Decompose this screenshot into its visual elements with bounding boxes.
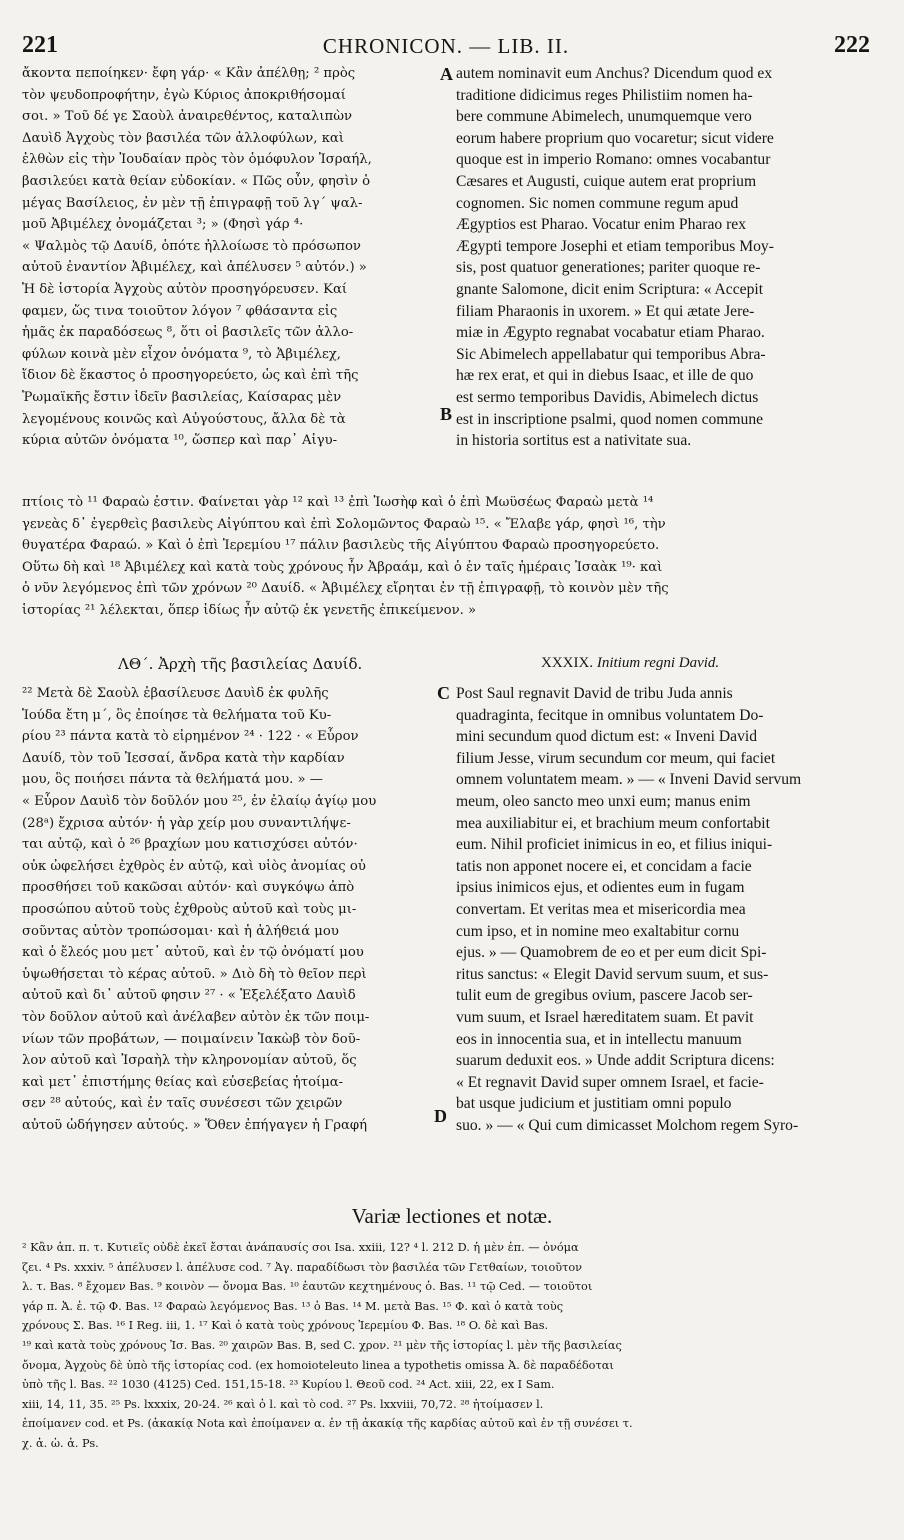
latin-column-top — [456, 63, 868, 452]
section-heading-latin: Initium regni David. — [596, 655, 720, 671]
text-line: αὐτοῦ ὡδήγησεν αὐτούς. » Ὅθεν ἐπήγαγεν ἡ Γραφή — [22, 1117, 368, 1133]
text-line: γενεὰς δ᾽ ἐγερθεὶς βασιλεὺς Αἰγύπτου καὶ ἐπὶ Σολομῶντος Φαραὼ ¹⁵. « Ἔλαβε γάρ, φησὶ ¹⁶, τὴν — [22, 516, 666, 532]
text-line: Cæsares et Augusti, cuique autem erat proprium — [456, 172, 757, 190]
text-line: λον αὐτοῦ καὶ Ἰσραὴλ τὴν κληρονομίαν αὐτοῦ, ὅς — [22, 1053, 357, 1069]
text-line: convertam. Et veritas mea et misericordia mea — [456, 900, 746, 918]
text-line: ἴδιον δὲ ἕκαστος ὁ προσηγορεύετο, ὡς καὶ ἐπὶ τῆς — [22, 368, 359, 384]
text-line: τὸν ψευδοπροφήτην, ἐγὼ Κύριος ἀποκριθήσομαί — [22, 87, 346, 103]
text-line: mea auxiliabitur ei, et brachium meum confortabit — [456, 814, 770, 832]
text-line: eos in innocentia sua, et in intellectu manuum — [456, 1030, 742, 1048]
text-line: cognomen. Sic nomen commune regum apud — [456, 194, 739, 212]
text-line: πτίοις τὸ ¹¹ Φαραὼ ἐστιν. Φαίνεται γὰρ ¹² καὶ ¹³ ἐπὶ Ἰωσὴφ καὶ ὁ ἐπὶ Μωϋσέως Φαραὼ μετὰ ¹⁴ — [22, 495, 654, 510]
text-line: xiii, 14, 11, 35. ²⁵ Ps. lxxxix, 20-24. ²⁶ καὶ ὁ l. καὶ τὸ cod. ²⁷ Ps. lxxviii, 70,72. ²⁸ ἡτοίμασεν l. — [22, 1397, 544, 1411]
text-line: κύρια αὐτῶν ὀνόματα ¹⁰, ὥσπερ καὶ παρ᾽ Αἰγυ- — [22, 433, 338, 449]
text-line: ²² Μετὰ δὲ Σαοὺλ ἐβασίλευσε Δαυὶδ ἐκ φυλῆς — [22, 686, 329, 701]
text-line: Ægypti tempore Josephi et etiam temporibus Moy- — [456, 237, 774, 255]
margin-letter-c: C — [437, 683, 450, 703]
text-line: quadraginta, fecitque in omnibus voluntatem Do- — [456, 706, 764, 724]
text-line: σοι. » Τοῦ δέ γε Σαοὺλ ἀναιρεθέντος, καταλιπὼν — [22, 109, 352, 125]
text-line: tatis non apponet nocere ei, et concidam a facie — [456, 857, 752, 875]
text-line: χρόνους Σ. Bas. ¹⁶ I Reg. iii, 1. ¹⁷ Καὶ ὁ κατὰ τοὺς χρόνους Ἱερεμίου Φ. Bas. ¹⁸ O. δὲ καὶ Bas. — [22, 1319, 549, 1333]
text-line: καὶ ὁ ἔλεός μου μετ᾽ αὐτοῦ, καὶ ἐν τῷ ὀνόματί μου — [22, 945, 364, 961]
text-line: ζει. ⁴ Ps. xxxiv. ⁵ ἀπέλυσεν l. ἀπέλυσε cod. ⁷ Ἀγ. παραδίδωσι τὸν βασιλέα τῶν Γετθαίων, τοιοῦτον — [22, 1260, 583, 1274]
text-line: σεν ²⁸ αὐτούς, καὶ ἐν ταῖς συνέσεσι τῶν χειρῶν — [22, 1096, 343, 1112]
text-line: in historia sortitus est a nativitate sua. — [456, 432, 692, 450]
text-line: φύλων κοινὰ μὲν εἶχον ὀνόματα ⁹, τὸ Ἀβιμέλεχ, — [22, 346, 341, 362]
text-line: καὶ μετ᾽ ἐπιστήμης θείας καὶ εὐσεβείας ἡτοίμα- — [22, 1074, 344, 1090]
text-line: μοῦ Ἀβιμέλεχ ὀνομάζεται ³; » (Φησὶ γάρ ⁴· — [22, 217, 304, 233]
text-line: βασιλεύει κατὰ θείαν εὐδοκίαν. « Πῶς οὖν, φησὶν ὁ — [22, 173, 371, 189]
text-line: gnante Salomone, dicit enim Scriptura: « Accepit — [456, 280, 764, 298]
text-line: eorum habere proprium quo vocaretur; sicut videre — [456, 129, 774, 147]
text-line: Οὕτω δὴ καὶ ¹⁸ Ἀβιμέλεχ καὶ κατὰ τοὺς χρόνους ἦν Ἀβραάμ, καὶ ὁ ἐν ταῖς ἡμέραις Ἰσαὰκ ¹⁹· καὶ — [22, 559, 663, 575]
text-line: « Εὗρον Δαυὶδ τὸν δοῦλόν μου ²⁵, ἐν ἐλαίῳ ἁγίῳ μου — [22, 793, 377, 809]
text-line: ἄκοντα πεποίηκεν· ἔφη γάρ· « Κἂν ἀπέλθῃ; ² πρὸς — [22, 66, 356, 81]
text-line: ἱστορίας ²¹ λέλεκται, ὅπερ ἰδίως ἦν αὐτῷ ἐκ γενετῆς ἐπικείμενον. » — [22, 602, 477, 618]
greek-full-width-text — [22, 492, 868, 622]
greek-column-top — [22, 63, 438, 452]
text-line: Sic Abimelech appellabatur qui temporibus Abra- — [456, 345, 766, 363]
text-line: Δαυὶδ Ἀγχοὺς τὸν βασιλέα τῶν ἀλλοφύλων, καὶ — [22, 130, 345, 146]
text-line: γάρ π. Ἀ. ἐ. τῷ Φ. Bas. ¹² Φαραὼ λεγόμενος Bas. ¹³ ὁ Bas. ¹⁴ M. μετὰ Bas. ¹⁵ Φ. καὶ ὁ κατὰ τοὺς — [22, 1299, 564, 1313]
text-line: suo. » — « Qui cum dimicasset Molchom regem Syro- — [456, 1116, 799, 1134]
text-line: προσώπου αὐτοῦ τοὺς ἐχθροὺς αὐτοῦ καὶ τοὺς μι- — [22, 901, 357, 917]
text-line: est sermo temporibus Davidis, Abimelech dictus — [456, 388, 759, 406]
text-line: οὐκ ὠφελήσει ἐχθρὸς ἐν αὐτῷ, καὶ υἱὸς ἀνομίας οὐ — [22, 858, 366, 874]
running-title: CHRONICON. — LIB. II. — [322, 34, 570, 58]
text-line: ipsius inimicos ejus, et odientes eum in fugam — [456, 879, 745, 897]
margin-letter-b: B — [440, 404, 453, 424]
text-line: meum, oleo sancto meo unxi eum; manus enim — [456, 792, 751, 810]
text-line: sis, post quatuor generationes; pariter quoque re- — [456, 259, 761, 277]
variant-readings-notes — [22, 1238, 872, 1454]
text-line: filium Jesse, virum secundum cor meum, qui faciet — [456, 749, 776, 767]
text-line: μέγας Βασίλειος, ἐν μὲν τῇ ἐπιγραφῇ τοῦ λγ΄ ψαλ- — [22, 195, 363, 211]
text-line: χ. ἀ. ὠ. ἀ. Ps. — [22, 1436, 99, 1450]
text-line: ἡμᾶς ἐκ παραδόσεως ⁸, ὅτι οἱ βασιλεῖς τῶν ἀλλο- — [22, 325, 354, 341]
text-line: (28ᵃ) ἔχρισα αὐτόν· ἡ γὰρ χείρ μου συναντιλήψε- — [22, 815, 351, 831]
latin-column-bottom — [456, 683, 868, 1136]
left-page-number: 221 — [22, 32, 58, 58]
text-line: Post Saul regnavit David de tribu Juda annis — [456, 685, 733, 702]
text-line: « Ψαλμὸς τῷ Δαυίδ, ὁπότε ἠλλοίωσε τὸ πρόσωπον — [22, 238, 361, 254]
text-line: προσθήσει τοῦ κακῶσαι αὐτόν· καὶ συγκόψω ἀπὸ — [22, 880, 355, 896]
text-line: eum. Nihil proficiet inimicus in eo, et filius iniqui- — [456, 836, 773, 854]
section-number-latin: XXXIX. — [541, 655, 594, 671]
text-line: αὐτοῦ ἐναντίον Ἀβιμέλεχ, καὶ ἀπέλυσεν ⁵ αὐτόν.) » — [22, 260, 367, 276]
text-line: λ. τ. Bas. ⁸ ἔχομεν Bas. ⁹ κοινὸν — ὄνομα Bas. ¹⁰ ἑαυτῶν κεχτημένους ὁ. Bas. ¹¹ τῷ Ced. — τοιοῦτοι — [22, 1280, 593, 1294]
section-title-greek: ΛΘ΄. Ἀρχὴ τῆς βασιλείας Δαυίδ. — [118, 655, 363, 673]
text-line: νίων τῶν προβάτων, — ποιμαίνειν Ἰακὼβ τὸν δοῦ- — [22, 1031, 361, 1047]
text-line: ρίου ²³ πάντα κατὰ τὸ εἰρημένον ²⁴ · 122 · « Εὗρον — [22, 729, 359, 745]
running-head — [22, 32, 870, 60]
text-line: miæ in Ægypto regnabat vocabatur etiam Pharao. — [456, 324, 765, 342]
text-line: est in inscriptione psalmi, quod nomen commune — [456, 410, 764, 428]
margin-letter-d: D — [434, 1106, 447, 1126]
text-line: « Et regnavit David super omnem Israel, et facie- — [456, 1073, 764, 1091]
text-line: σοῦντας αὐτὸν τροπώσομαι· καὶ ἡ ἀλήθειά μου — [22, 923, 339, 939]
text-line: tulit eum de gregibus ovium, pascere Jacob ser- — [456, 987, 753, 1005]
text-line: mini secundum quod dictum est: « Inveni David — [456, 728, 758, 746]
text-line: ὄνομα, Ἀγχοὺς δὲ ὑπὸ τῆς ἱστορίας cod. (ex homoioteleuto linea a typothetis omissa Ἀ. δὲ παραδέδοται — [22, 1358, 614, 1372]
text-line: bere commune Abimelech, unumquemque vero — [456, 108, 752, 126]
text-line: Δαυίδ, τὸν τοῦ Ἰεσσαί, ἄνδρα κατὰ τὴν καρδίαν — [22, 750, 345, 766]
text-line: ritus sanctus: « Elegit David servum suum, et sus- — [456, 965, 769, 983]
text-line: ejus. » — Quamobrem de eo et per eum dicit Spi- — [456, 944, 767, 962]
text-line: vum suum, et Israel hæreditatem suam. Et pavit — [456, 1008, 754, 1026]
text-line: autem nominavit eum Anchus? Dicendum quod ex — [456, 65, 773, 82]
text-line: omnem voluntatem meam. » — « Inveni David servum — [456, 771, 802, 789]
text-line: Ægyptios est Pharao. Vocatur enim Pharao rex — [456, 216, 747, 234]
text-line: suarum deduxit eos. » Unde addit Scriptura dicens: — [456, 1052, 775, 1070]
text-line: Ῥωμαϊκῆς ἔστιν ἰδεῖν βασιλείας, Καίσαρας μὲν — [22, 389, 342, 405]
text-line: ὑψωθήσεται τὸ κέρας αὐτοῦ. » Διὸ δὴ τὸ θεῖον περὶ — [22, 966, 367, 982]
text-line: ὑπὸ τῆς l. Bas. ²² 1030 (4125) Ced. 151,15-18. ²³ Κυρίου l. Θεοῦ cod. ²⁴ Act. xiii, 22, ex I Sam. — [22, 1378, 555, 1392]
text-line: αὐτοῦ καὶ δι᾽ αὐτοῦ φησιν ²⁷ · « Ἐξελέξατο Δαυὶδ — [22, 988, 356, 1004]
text-line: λεγομένους κοινῶς καὶ Αὐγούστους, ἄλλα δὲ τὰ — [22, 411, 346, 427]
text-line: ἐποίμανεν cod. et Ps. (ἀκακίᾳ Nota καὶ ἐποίμανεν α. ἐν τῇ ἀκακίᾳ τῆς καρδίας αὐτοῦ καὶ ἐν τῇ συνέσει τ. — [22, 1417, 633, 1431]
text-line: ἐλθὼν εἰς τὴν Ἰουδαίαν πρὸς τὸν ὁμόφυλον Ἰσραήλ, — [22, 152, 372, 168]
notes-heading: Variæ lectiones et notæ. — [351, 1204, 553, 1228]
text-line: quoque est in imperio Romano: omnes vocabantur — [456, 151, 771, 169]
section-title-latin — [541, 655, 719, 672]
text-line: ται αὐτῷ, καὶ ὁ ²⁶ βραχίων μου κατισχύσει αὐτόν· — [22, 837, 358, 853]
text-line: φαμεν, ὥς τινα τοιοῦτον λόγον ⁷ φθάσαντα εἰς — [22, 303, 338, 319]
text-line: Ἡ δὲ ἱστορία Ἀγχοὺς αὐτὸν προσηγόρευσεν. Καί — [22, 281, 348, 297]
margin-letter-a: A — [440, 64, 453, 84]
text-line: Ἰούδα ἔτη μ΄, ὃς ἐποίησε τὰ θελήματα τοῦ Κυ- — [22, 707, 332, 723]
greek-column-bottom — [22, 683, 438, 1136]
text-line: bat usque judicium et justitiam omni populo — [456, 1095, 732, 1113]
text-line: hæ rex erat, et qui in diebus Isaac, et ille de quo — [456, 367, 754, 385]
text-line: τὸν δοῦλον αὐτοῦ καὶ ἀνέλαβεν αὐτὸν ἐκ τῶν ποιμ- — [22, 1009, 370, 1025]
text-line: ¹⁹ καὶ κατὰ τοὺς χρόνους Ἰσ. Bas. ²⁰ χαιρῶν Bas. B, sed C. χρον. ²¹ μὲν τῆς ἱστορίας l. μὲν τῆς βασιλείας — [22, 1338, 622, 1352]
text-line: traditione didicimus reges Philistiim nomen ha- — [456, 86, 753, 104]
text-line: filiam Pharaonis in uxorem. » Et qui ætate Jere- — [456, 302, 755, 320]
text-line: θυγατέρα Φαραώ. » Καὶ ὁ ἐπὶ Ἱερεμίου ¹⁷ πάλιν βασιλεὺς τῆς Αἰγύπτου Φαραὼ προσηγορεύετο. — [22, 538, 660, 554]
text-line: ² Κἂν ἀπ. π. τ. Κυτιεῖς οὐδὲ ἐκεῖ ἔσται ἀνάπαυσίς σοι Isa. xxiii, 12? ⁴ l. 212 D. ἡ μὲν ἐπ. — ὀνόμα — [22, 1241, 579, 1254]
right-page-number: 222 — [834, 32, 870, 58]
text-line: μου, ὃς ποιήσει πάντα τὰ θελήματά μου. » — — [22, 772, 323, 788]
text-line: ὁ νῦν λεγόμενος ἐπὶ τῶν χρόνων ²⁰ Δαυίδ. « Ἀβιμέλεχ εἴρηται ἐν τῇ ἐπιγραφῇ, τὸ κοινὸν μὲν τῆς — [22, 581, 669, 597]
text-line: cum ipso, et in nomine meo exaltabitur cornu — [456, 922, 740, 940]
